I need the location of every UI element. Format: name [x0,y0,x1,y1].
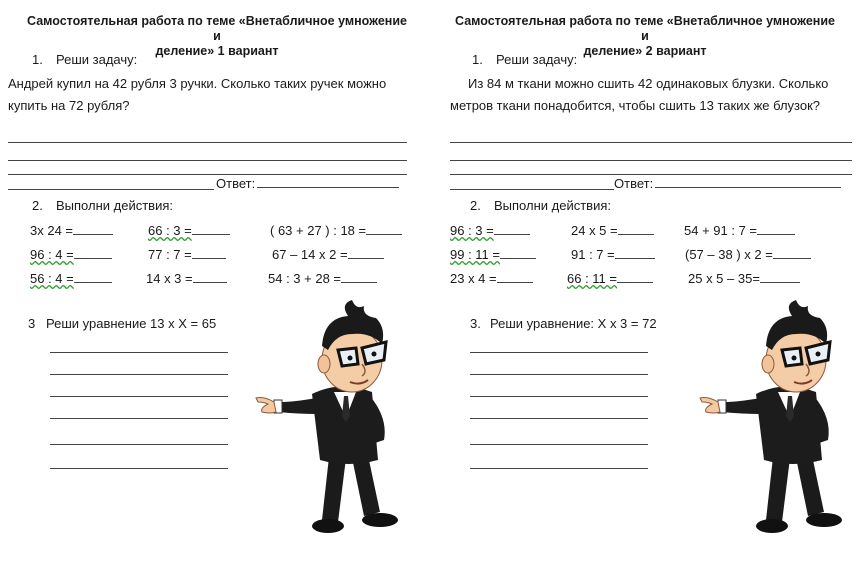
expression [571,222,654,238]
problem-line-2: метров ткани понадобится, чтобы сшить 13 таких же блузок? [450,98,821,113]
expression [148,222,230,238]
expression-blank[interactable] [757,222,795,235]
problem-line-1: Из 84 м ткани можно сшить 42 одинаковых блузки. Сколько [468,76,829,91]
answer-label: Ответ: [614,176,654,191]
expression-text: 66 : 3 = [148,223,192,238]
expression-text: 99 : 11 = [450,247,500,262]
task-number: 2. [470,198,481,213]
expression-text: 54 + 91 : 7 = [684,223,758,238]
answer-line[interactable] [50,468,228,469]
answer-line[interactable] [470,418,648,419]
expression-blank[interactable] [341,270,377,283]
task-label: Реши уравнение 13 х Х = 65 [46,316,217,331]
expression [146,270,227,286]
expression-text: (57 – 38 ) х 2 = [685,247,773,262]
expression-blank[interactable] [192,222,230,235]
expression-text: 77 : 7 = [148,247,192,262]
expression [30,246,112,262]
expression-blank[interactable] [74,270,112,283]
variant-2-column [442,0,862,561]
expression-blank[interactable] [74,246,112,259]
expression [272,246,384,262]
expression-text: 54 : 3 + 28 = [268,271,342,286]
answer-line[interactable] [8,142,407,143]
answer-line[interactable] [470,374,648,375]
expression [571,246,655,262]
expression-blank[interactable] [192,246,226,259]
answer-field[interactable] [216,175,399,191]
task-number: 2. [32,198,43,213]
professor-illustration [696,298,856,543]
task-number: 1. [32,52,43,67]
expression [30,222,113,238]
answer-line[interactable] [50,374,228,375]
expression-text: 25 х 5 – 35= [688,271,760,286]
answer-line[interactable] [50,352,228,353]
task-number: 3. [470,316,481,331]
expression [30,270,112,286]
title-line-1: Самостоятельная работа по теме «Внетабличное умножение и [27,14,407,43]
expression-text: ( 63 + 27 ) : 18 = [270,223,367,238]
task-label: Выполни действия: [56,198,173,213]
expression [567,270,653,286]
answer-line[interactable] [470,396,648,397]
task-3-heading [28,316,216,331]
expression-blank[interactable] [494,222,530,235]
expression-text: 24 х 5 = [571,223,618,238]
expression [450,222,530,238]
task-2-heading [470,198,611,213]
task-label: Реши задачу: [56,52,138,67]
problem-line-2: купить на 72 рубля? [8,98,130,113]
expression-blank[interactable] [193,270,227,283]
expression-text: 14 х 3 = [146,271,193,286]
expression-blank[interactable] [773,246,811,259]
expression-blank[interactable] [615,246,655,259]
task-number: 1. [472,52,483,67]
expression [684,222,795,238]
answer-line[interactable] [50,444,228,445]
answer-line[interactable] [50,418,228,419]
title-line-2: деление» 1 вариант [155,44,279,58]
answer-blank[interactable] [655,175,841,188]
expression-blank[interactable] [366,222,402,235]
expression [450,270,533,286]
task-label: Выполни действия: [494,198,611,213]
expression [148,246,226,262]
task-2-heading [32,198,173,213]
expression-blank[interactable] [500,246,536,259]
answer-line[interactable] [450,160,852,161]
answer-line[interactable] [470,444,648,445]
expression-blank[interactable] [617,270,653,283]
expression [268,270,377,286]
answer-line[interactable] [50,396,228,397]
answer-blank[interactable] [257,175,399,188]
answer-line[interactable] [470,468,648,469]
answer-line[interactable] [450,189,614,190]
answer-line[interactable] [470,352,648,353]
expression-blank[interactable] [760,270,800,283]
expression [450,246,536,262]
expression-text: 96 : 4 = [30,247,74,262]
expression [685,246,811,262]
expression-text: 96 : 3 = [450,223,494,238]
variant-1-column [0,0,420,561]
professor-illustration [252,298,412,543]
expression-text: 66 : 11 = [567,271,617,286]
task-number: 3 [28,316,36,331]
answer-label: Ответ: [216,176,256,191]
answer-line[interactable] [8,189,214,190]
expression-text: 23 х 4 = [450,271,497,286]
expression-blank[interactable] [618,222,654,235]
answer-field[interactable] [614,175,841,191]
expression [688,270,800,286]
task-label: Реши задачу: [496,52,578,67]
task-3-heading [470,316,657,331]
task-1-heading [32,52,137,67]
expression-blank[interactable] [348,246,384,259]
answer-line[interactable] [450,142,852,143]
task-label: Реши уравнение: Х х 3 = 72 [490,316,657,331]
expression-text: 91 : 7 = [571,247,615,262]
expression-blank[interactable] [497,270,533,283]
expression-text: 67 – 14 х 2 = [272,247,348,262]
expression [270,222,402,238]
task-1-heading [472,52,577,67]
expression-text: 3х 24 = [30,223,74,238]
title-line-1: Самостоятельная работа по теме «Внетабличное умножение и [455,14,835,43]
title-line-2: деление» 2 вариант [583,44,707,58]
expression-text: 56 : 4 = [30,271,74,286]
problem-line-1: Андрей купил на 42 рубля 3 ручки. Сколько таких ручек можно [8,76,387,91]
answer-line[interactable] [8,160,407,161]
expression-blank[interactable] [73,222,113,235]
